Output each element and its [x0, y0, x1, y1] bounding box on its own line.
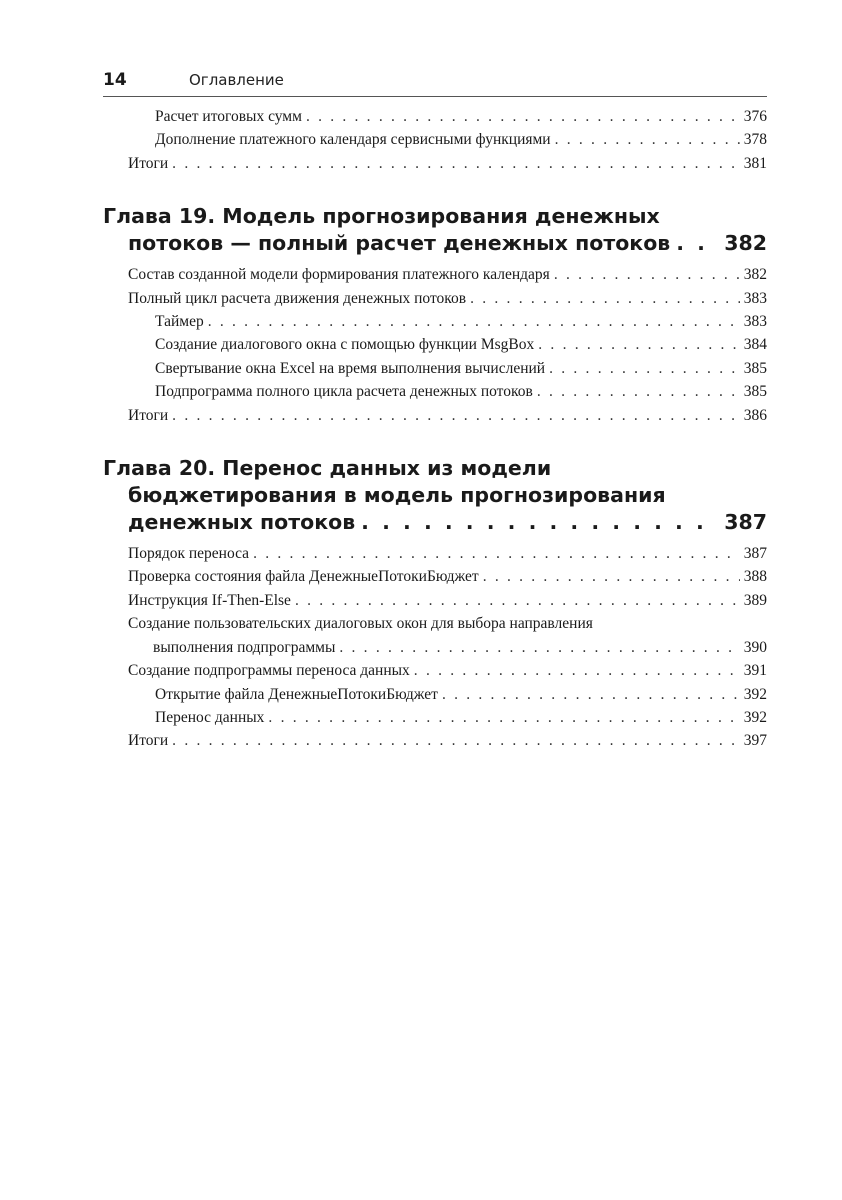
leader-dots — [555, 128, 740, 151]
leader-dots — [538, 333, 739, 356]
toc-entry[interactable] — [103, 542, 767, 565]
toc-entry-title: Создание пользовательских диалоговых окон для выбора направления — [128, 615, 593, 633]
toc-page — [103, 70, 767, 753]
toc-entry-title: Проверка состояния файла ДенежныеПотокиБюджет — [128, 568, 479, 586]
toc-entry-title: Расчет итоговых сумм — [155, 108, 302, 125]
leader-dots — [414, 659, 740, 682]
toc-entry-page: 397 — [743, 732, 767, 750]
chapter-title-line: бюджетирования в модель прогнозирования — [128, 483, 666, 508]
leader-dots — [306, 105, 740, 128]
chapter-19-heading[interactable] — [103, 203, 767, 257]
chapter-title-line: Глава 19. Модель прогнозирования денежных — [103, 204, 660, 229]
toc-entry-page: 383 — [743, 313, 767, 331]
leader-dots — [295, 589, 740, 612]
toc-entry-title-cont: выполнения подпрограммы — [153, 638, 336, 656]
leader-dots — [172, 729, 740, 752]
toc-entry-page: 391 — [743, 662, 767, 680]
toc-entry-title: Открытие файла ДенежныеПотокиБюджет — [155, 685, 438, 703]
leader-dots — [208, 310, 740, 333]
chapter-20-heading[interactable] — [103, 455, 767, 536]
toc-entry-title: Перенос данных — [155, 708, 265, 726]
toc-entry-page: 384 — [743, 336, 767, 354]
toc-entry-title: Полный цикл расчета движения денежных потоков — [128, 289, 467, 307]
leader-dots — [537, 380, 740, 403]
toc-entry[interactable] — [103, 612, 767, 659]
toc-entry[interactable] — [103, 357, 767, 380]
toc-entry[interactable] — [103, 287, 767, 310]
toc-entry[interactable] — [103, 404, 767, 427]
chapter-title-last-line — [103, 230, 767, 257]
toc-entry-title: Состав созданной модели формирования платежного календаря — [128, 266, 550, 284]
toc-entry-page: 381 — [743, 154, 767, 172]
table-of-contents — [103, 105, 767, 753]
toc-entry-page: 378 — [743, 131, 767, 149]
leader-dots — [483, 565, 740, 588]
toc-entry-title: Дополнение платежного календаря сервисными функциями — [155, 131, 551, 149]
toc-entry-title: Создание подпрограммы переноса данных — [128, 662, 410, 680]
leader-dots — [549, 357, 740, 380]
running-header — [103, 70, 767, 97]
chapter-page: 387 — [724, 510, 767, 535]
chapter-title-line: Глава 20. Перенос данных из модели — [103, 456, 552, 481]
toc-entry[interactable] — [103, 589, 767, 612]
toc-entry-page: 376 — [743, 108, 767, 125]
toc-entry[interactable] — [103, 683, 767, 706]
toc-entry-title: Порядок переноса — [128, 545, 250, 563]
toc-entry[interactable] — [103, 333, 767, 356]
toc-entry[interactable] — [103, 659, 767, 682]
leader-dots — [172, 152, 740, 175]
leader-dots — [172, 404, 740, 427]
toc-entry[interactable] — [103, 729, 767, 752]
leader-dots — [361, 509, 716, 536]
toc-entry[interactable] — [103, 565, 767, 588]
toc-entry-page: 386 — [743, 406, 767, 424]
page-number: 14 — [103, 70, 127, 90]
toc-entry[interactable] — [103, 105, 767, 128]
chapter-page: 382 — [724, 231, 767, 256]
toc-entry-title: Итоги — [128, 406, 169, 424]
toc-entry-title: Инструкция If-Then-Else — [128, 591, 291, 609]
toc-entry-page: 392 — [743, 708, 767, 726]
toc-entry-page: 392 — [743, 685, 767, 703]
leader-dots — [268, 706, 739, 729]
toc-entry-page: 387 — [743, 545, 767, 563]
toc-entry[interactable] — [103, 380, 767, 403]
chapter-title-line: денежных потоков — [128, 510, 356, 535]
toc-entry-title: Итоги — [128, 154, 169, 172]
toc-entry[interactable] — [103, 152, 767, 175]
toc-entry-page: 385 — [743, 383, 767, 401]
leader-dots — [339, 636, 739, 659]
leader-dots — [470, 287, 740, 310]
toc-entry-page: 383 — [743, 289, 767, 307]
toc-entry-continuation — [128, 636, 767, 659]
leader-dots — [554, 263, 740, 286]
chapter-title-line: потоков — полный расчет денежных потоков — [128, 231, 671, 256]
leader-dots — [253, 542, 740, 565]
toc-entry-page: 389 — [743, 591, 767, 609]
toc-entry[interactable] — [103, 263, 767, 286]
toc-entry-page: 385 — [743, 359, 767, 377]
toc-entry-page: 388 — [743, 568, 767, 586]
toc-entry-page: 390 — [743, 638, 767, 656]
toc-entry[interactable] — [103, 128, 767, 151]
toc-entry[interactable] — [103, 310, 767, 333]
chapter-title-last-line — [103, 509, 767, 536]
toc-entry-page: 382 — [743, 266, 767, 284]
toc-entry-title: Свертывание окна Excel на время выполнения вычислений — [155, 359, 546, 377]
toc-entry-title: Создание диалогового окна с помощью функции MsgBox — [155, 336, 535, 354]
toc-entry[interactable] — [103, 706, 767, 729]
toc-entry-title: Итоги — [128, 732, 169, 750]
toc-entry-title: Таймер — [155, 313, 204, 331]
header-title: Оглавление — [189, 71, 284, 89]
toc-entry-title: Подпрограмма полного цикла расчета денежных потоков — [155, 383, 533, 401]
leader-dots — [676, 230, 716, 257]
leader-dots — [442, 683, 740, 706]
